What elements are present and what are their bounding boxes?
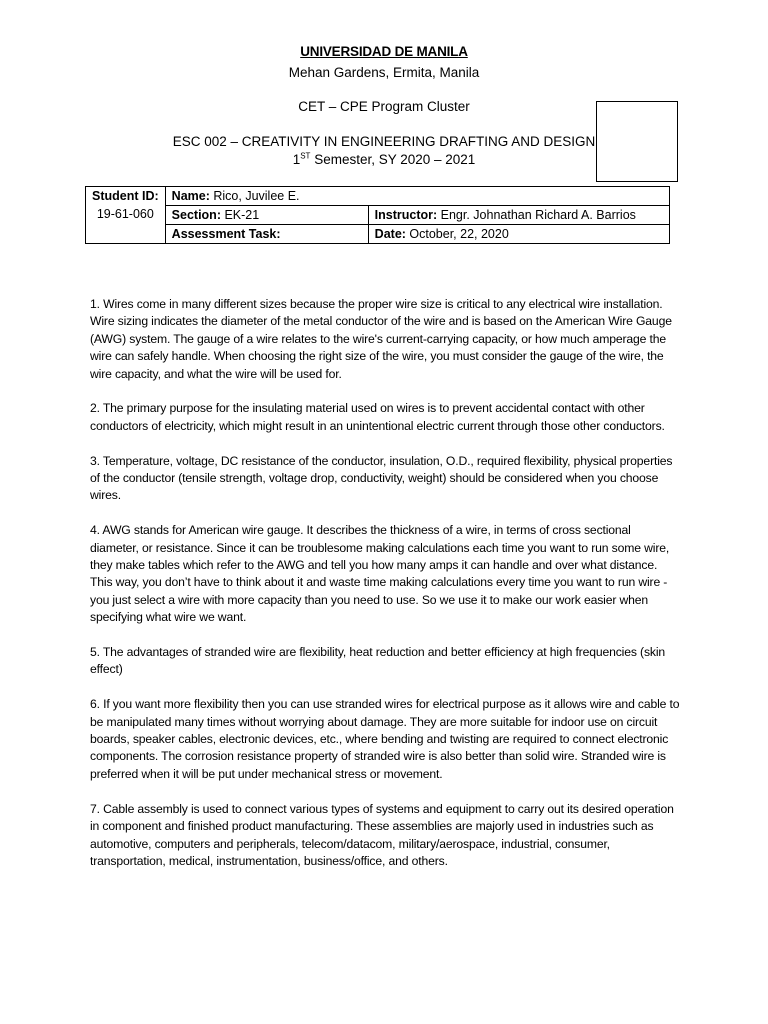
instructor-cell <box>368 206 669 225</box>
semester-text: Semester, SY 2020 – 2021 <box>310 152 476 167</box>
answer-paragraph: 5. The advantages of stranded wire are flexibility, heat reduction and better efficiency at high frequencies (skin effect) <box>90 645 666 677</box>
answer-paragraph: 6. If you want more flexibility then you can use stranded wires for electrical purpose as it allows wire and cable to be manipulated many times without worrying about damage. They are more suitable for indoor use on circuit boards, speaker cables, electronic devices, etc., where bending and twisting are required to connect electronic components. The corrosion resistance property of stranded wire is also better than solid wire. Stranded wire is preferred when it will be put under mechanical stress or movement. <box>90 697 680 781</box>
section-value: EK-21 <box>220 208 260 222</box>
student-id-value: 19-61-060 <box>96 207 154 221</box>
assessment-task-cell <box>165 225 368 244</box>
course-title: ESC 002 – CREATIVITY IN ENGINEERING DRAFTING AND DESIGN <box>172 134 596 149</box>
answer-paragraph: 1. Wires come in many different sizes because the proper wire size is critical to any electrical wire installation. Wire sizing indicates the diameter of the metal conductor of the wire and is based on the American Wire Gauge (AWG) system. The gauge of a wire relates to the wire's current-carrying capacity, or how much amperage the wire can safely handle. When choosing the right size of the wire, you must consider the gauge of the wire, the wire capacity, and what the wire will be used for. <box>90 297 672 381</box>
semester-superscript: ST <box>300 151 311 161</box>
date-cell <box>368 225 669 244</box>
date-label: Date: <box>374 227 406 241</box>
name-cell <box>165 187 669 206</box>
program-cluster: CET – CPE Program Cluster <box>298 99 470 114</box>
student-info-table <box>85 186 670 244</box>
name-value: Rico, Juvilee E. <box>209 189 300 203</box>
semester-number: 1 <box>292 152 301 167</box>
date-value: October, 22, 2020 <box>405 227 509 241</box>
instructor-value: Engr. Johnathan Richard A. Barrios <box>437 208 636 222</box>
answer-paragraph: 4. AWG stands for American wire gauge. It describes the thickness of a wire, in terms of cross sectional diameter, or resistance. Since it can be troublesome making calculations each time you want to run some wire, they make tables which refer to the AWG and tell you how many amps it can handle and over what distance. This way, you don’t have to think about it and waste time making calculations every time you want to run wire - you just select a wire with more capacity than you need to use. So we use it to make our work easier when specifying what wire we want. <box>90 523 670 625</box>
section-label: Section: <box>171 208 221 222</box>
photo-box <box>596 101 678 182</box>
answers-body <box>90 296 680 888</box>
answer-paragraph: 3. Temperature, voltage, DC resistance of the conductor, insulation, O.D., required flexibility, physical properties of the conductor (tensile strength, voltage drop, conductivity, weight) should be considered when you choose wires. <box>90 453 673 503</box>
student-id-cell <box>86 187 166 244</box>
university-title: UNIVERSIDAD DE MANILA <box>300 44 468 59</box>
name-label: Name: <box>171 189 210 203</box>
assessment-task-label: Assessment Task: <box>171 227 281 241</box>
university-address: Mehan Gardens, Ermita, Manila <box>288 65 480 80</box>
answer-paragraph: 7. Cable assembly is used to connect various types of systems and equipment to carry out its desired operation in component and finished product manufacturing. These assemblies are majorly used in industries such as automotive, computers and peripherals, telecom/datacom, military/aerospace, industrial, consumer, transportation, medical, instrumentation, business/office, and others. <box>90 801 674 868</box>
section-cell <box>165 206 368 225</box>
instructor-label: Instructor: <box>374 208 438 222</box>
answer-paragraph: 2. The primary purpose for the insulating material used on wires is to prevent accidental contact with other conductors of electricity, which might result in an unintentional electric current through those other conductors. <box>90 401 665 433</box>
student-id-label: Student ID: <box>92 189 159 203</box>
